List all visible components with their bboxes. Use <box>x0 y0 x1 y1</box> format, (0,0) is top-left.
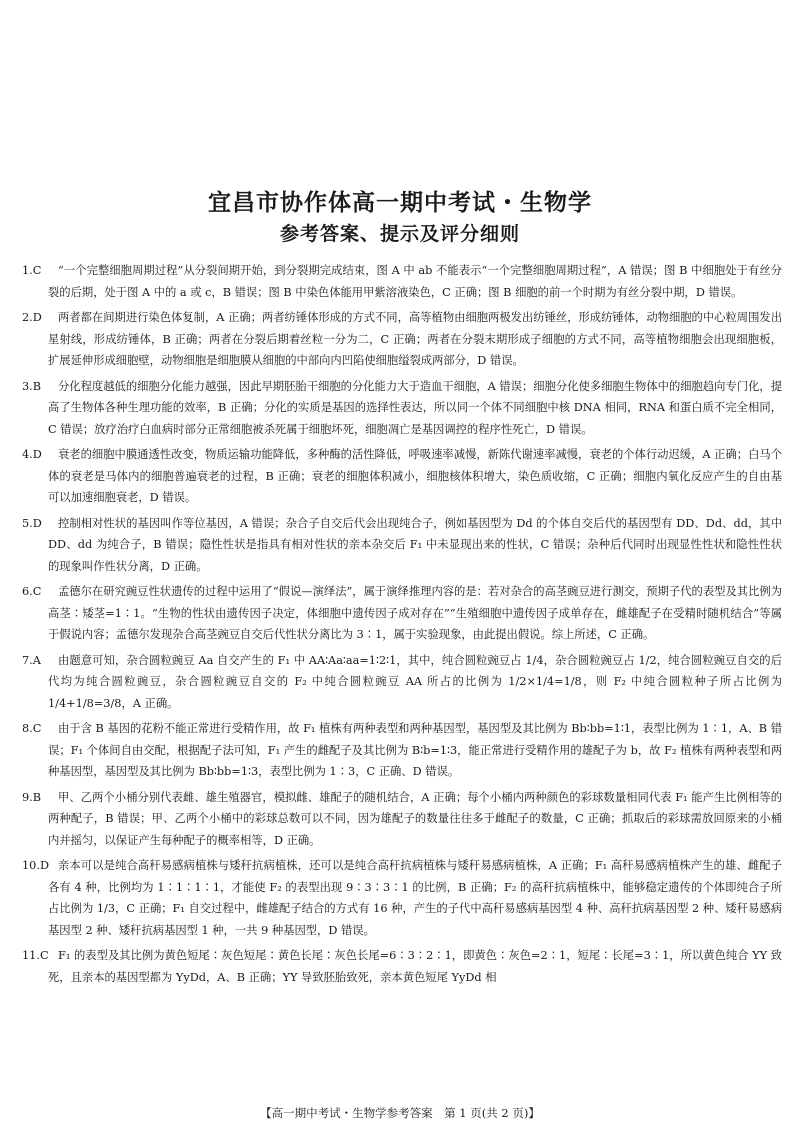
answer-item-4 <box>22 444 782 509</box>
answer-text: 亲本可以是纯合高秆易感病植株与矮秆抗病植株，还可以是纯合高秆抗病植株与矮秆易感病植株，A 正确；F₁ 高秆易感病植株产生的雄、雌配子各有 4 种，比例均为 1∶1∶1∶1，才能使 F₂ 的表型出现 9∶3∶3∶1 的比例，B 正确；F₂ 的高秆抗病植株中，能够稳定遗传的个体即纯合子所占比例为 1/3，C 正确；F₁ 自交过程中，雌雄配子结合的方式有 16 种，产生的子代中高秆易感病基因型 4 种、高秆抗病基因型 2 种、矮秆易感病基因型 2 种、矮秆抗病基因型 1 种，一共 9 种基因型，D 错误。 <box>48 859 782 937</box>
answer-item-8 <box>22 718 782 783</box>
page-footer: 【高一期中考试・生物学参考答案 第 1 页(共 2 页)】 <box>260 1106 540 1120</box>
answer-number: 6.C <box>22 585 42 598</box>
answer-item-2 <box>22 307 782 372</box>
answer-item-6 <box>22 581 782 646</box>
answer-number: 5.D <box>22 516 42 530</box>
answer-item-9 <box>22 787 782 852</box>
page-subtitle: 参考答案、提示及评分细则 <box>279 223 520 245</box>
answer-text: 分化程度越低的细胞分化能力越强，因此早期胚胎干细胞的分化能力大于造血干细胞，A 错误；细胞分化使多细胞生物体中的细胞趋向专门化，提高了生物体各种生理功能的效率，B 正确；分化的实质是基因的选择性表达，所以同一个体不同细胞中核 DNA 相同，RNA 和蛋白质不完全相同，C 错误；放疗治疗白血病时部分正常细胞被杀死属于细胞坏死，细胞凋亡是基因调控的程序性死亡，D 错误。 <box>48 379 782 436</box>
answer-text: F₁ 的表型及其比例为黄色短尾∶灰色短尾∶黄色长尾∶灰色长尾=6∶3∶2∶1，即黄色∶灰色=2∶1，短尾∶长尾=3∶1，所以黄色纯合 YY 致死，且亲本的基因型都为 YyDd，A、B 正确；YY 导致胚胎致死，亲本黄色短尾 YyDd 相 <box>48 949 782 984</box>
answer-list <box>22 260 782 992</box>
answer-number: 9.B <box>22 790 42 804</box>
answer-number: 4.D <box>22 448 42 461</box>
answer-text: 两者都在间期进行染色体复制，A 正确；两者纺锤体形成的方式不同，高等植物由细胞两极发出纺锤丝，形成纺锤体，动物细胞的中心粒周围发出星射线，形成纺锤体，B 正确；两者在分裂后期着丝粒一分为二，C 正确；两者在分裂末期形成子细胞的方式不同，高等植物细胞会出现细胞板，扩展延伸形成细胞壁，动物细胞是细胞膜从细胞的中部向内凹陷使细胞缢裂成两部分，D 错误。 <box>48 311 782 367</box>
answer-text: 孟德尔在研究豌豆性状遗传的过程中运用了“假说—演绎法”，属于演绎推理内容的是：若对杂合的高茎豌豆进行测交，预期子代的表型及其比例为高茎∶矮茎=1∶1。“生物的性状由遗传因子决定，体细胞中遗传因子成对存在”“生殖细胞中遗传因子成单存在，雌雄配子在受精时随机结合”等属于假说内容；孟德尔发现杂合高茎豌豆自交后代性状分离比为 3∶1，属于实验现象，由此提出假说。综上所述，C 正确。 <box>48 585 782 641</box>
page-title: 宜昌市协作体高一期中考试・生物学 <box>208 190 592 216</box>
answer-number: 3.B <box>22 379 42 393</box>
answer-number: 2.D <box>22 311 42 324</box>
answer-item-3 <box>22 376 782 441</box>
answer-text: 衰老的细胞中膜通透性改变，物质运输功能降低，多种酶的活性降低，呼吸速率减慢，新陈代谢速率减慢，衰老的个体行动迟缓，A 正确；白马个体的衰老是马体内的细胞普遍衰老的过程，B 正确；衰老的细胞体积减小，细胞核体积增大，染色质收缩，C 正确；细胞内氧化反应产生的自由基可以加速细胞衰老，D 错误。 <box>48 448 782 504</box>
answer-text: 控制相对性状的基因叫作等位基因，A 错误；杂合子自交后代会出现纯合子，例如基因型为 Dd 的个体自交后代的基因型有 DD、Dd、dd，其中 DD、dd 为纯合子，B 错误；隐性性状是指具有相对性状的亲本杂交后 F₁ 中未显现出来的性状，C 错误；杂种后代同时出现显性性状和隐性性状的现象叫作性状分离，D 正确。 <box>48 516 782 573</box>
answer-item-7 <box>22 650 782 715</box>
answer-text: “一个完整细胞周期过程”从分裂间期开始，到分裂期完成结束，图 A 中 ab 不能表示“一个完整细胞周期过程”，A 错误；图 B 中细胞处于有丝分裂的后期，处于图 A 中的 a 或 c，B 错误；图 B 中染色体能用甲紫溶液染色，C 正确；图 B 细胞的前一个时期为有丝分裂中期，D 错误。 <box>48 264 782 299</box>
answer-number: 1.C <box>22 264 42 277</box>
answer-item-11 <box>22 945 782 988</box>
answer-number: 10.D <box>22 859 50 872</box>
answer-item-1 <box>22 260 782 303</box>
answer-number: 8.C <box>22 722 42 735</box>
answer-item-5 <box>22 513 782 578</box>
answer-text: 甲、乙两个小桶分别代表雌、雄生殖器官，模拟雌、雄配子的随机结合，A 正确；每个小桶内两种颜色的彩球数量相同代表 F₁ 能产生比例相等的两种配子，B 错误；甲、乙两个小桶中的彩球总数可以不同，因为雄配子的数量往往多于雌配子的数量，C 正确；抓取后的彩球需放回原来的小桶内并摇匀，以保证产生每种配子的概率相等，D 正确。 <box>48 790 782 847</box>
answer-item-10 <box>22 855 782 941</box>
answer-number: 7.A <box>22 653 41 667</box>
answer-number: 11.C <box>22 949 49 962</box>
answer-text: 由题意可知，杂合圆粒豌豆 Aa 自交产生的 F₁ 中 AA∶Aa∶aa=1∶2∶1，其中，纯合圆粒豌豆占 1/4，杂合圆粒豌豆占 1/2，纯合圆粒豌豆自交的后代均为纯合圆粒豌豆，杂合圆粒豌豆自交的 F₂ 中纯合圆粒豌豆 AA 所占的比例为 1/2×1/4=1/8，则 F₂ 中纯合圆粒种子所占比例为 1/4+1/8=3/8，A 正确。 <box>48 653 782 710</box>
answer-text: 由于含 B 基因的花粉不能正常进行受精作用，故 F₁ 植株有两种表型和两种基因型，基因型及其比例为 Bb∶bb=1∶1，表型比例为 1∶1，A、B 错误；F₁ 个体间自由交配，根据配子法可知，F₁ 产生的雌配子及其比例为 B∶b=1∶3，能正常进行受精作用的雄配子为 b，故 F₂ 植株有两种表型和两种基因型，基因型及其比例为 Bb∶bb=1∶3，表型比例为 1∶3，C 正确、D 错误。 <box>48 722 782 778</box>
